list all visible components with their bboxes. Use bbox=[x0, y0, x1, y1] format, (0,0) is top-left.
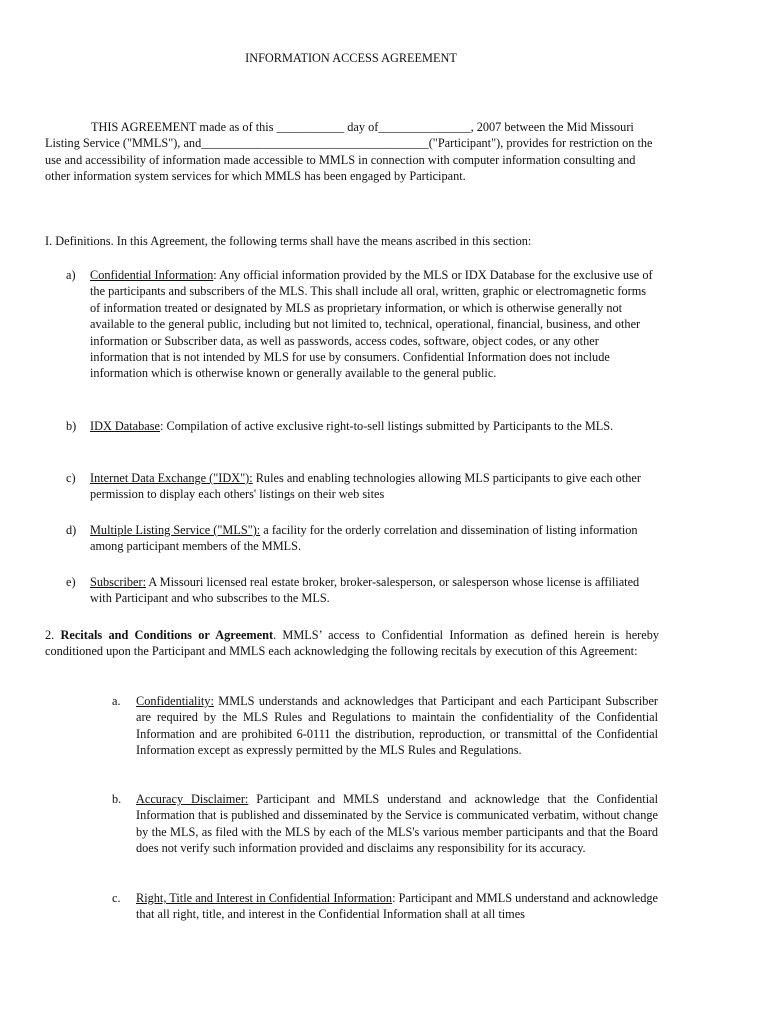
definition-term: Confidential Information bbox=[90, 268, 214, 282]
agreement-intro bbox=[45, 119, 659, 185]
definition-letter: c) bbox=[66, 471, 76, 485]
definition-letter: a) bbox=[66, 268, 76, 282]
definition-letter: b) bbox=[66, 419, 77, 433]
definition-term: Multiple Listing Service ("MLS"): bbox=[90, 523, 261, 537]
definition-text: a facility for the orderly correlation and dissemination of listing information among participant members of the MMLS. bbox=[90, 523, 638, 554]
section-2-number: 2. bbox=[45, 628, 61, 642]
recital-item bbox=[112, 693, 658, 759]
definition-text: Any official information provided by the MLS or IDX Database for the exclusive use of the participants and subscribers of the MLS. This shall include all oral, written, graphic or electromagnetic forms of information treated or designated by MLS as proprietary information, or which is otherwise generally not available to the general public, including but not limited to, technical, operational, financial, business, and other information or Subscriber data, as well as passwords, access codes, software, object codes, or any other information that is not intended by MLS for use by consumers. Confidential Information does not include information which is otherwise known or generally available to the general public. bbox=[90, 268, 653, 381]
recital-letter: a. bbox=[112, 694, 121, 708]
recital-letter: c. bbox=[112, 891, 121, 905]
recital-text: Participant and MMLS understand and acknowledge that the Confidential Information that is published and disseminated by the Service is communicated verbatim, without change by the MLS, as filed with the MLS by each of the MLS's various member participants and that the Board does not verify such information provided and disclaims any responsibility for its accuracy. bbox=[136, 792, 659, 856]
intro-text: THIS AGREEMENT made as of this ___________ day of_______________, 2007 between the Mid Missouri Listing Service ("MMLS"), and_____________________________________("Participant"), provides for restriction on the use and accessibility of information made accessible to MMLS in connection with computer information consulting and other information system services for which MMLS has been engaged by Participant. bbox=[45, 120, 653, 184]
definition-item bbox=[66, 522, 658, 555]
definition-item bbox=[66, 470, 658, 503]
section-2-text: . MMLS’ access to Confidential Information as defined herein is hereby conditioned upon the Participant and MMLS each acknowledging the following recitals by execution of this Agreement: bbox=[45, 628, 660, 659]
definition-term: IDX Database bbox=[90, 419, 160, 433]
section-2-paragraph bbox=[45, 627, 659, 660]
recital-term: Accuracy Disclaimer: bbox=[136, 792, 249, 806]
recital-term: Right, Title and Interest in Confidential Information bbox=[136, 891, 393, 905]
definition-item bbox=[66, 418, 658, 434]
document-title: INFORMATION ACCESS AGREEMENT bbox=[245, 51, 457, 65]
definition-item bbox=[66, 574, 658, 607]
recital-term: Confidentiality: bbox=[136, 694, 214, 708]
definition-text: Rules and enabling technologies allowing MLS participants to give each other permission to display each others' listings on their web sites bbox=[90, 471, 641, 502]
recital-item bbox=[112, 890, 658, 923]
definition-text: A Missouri licensed real estate broker, broker-salesperson, or salesperson whose license is affiliated with Participant and who subscribes to the MLS. bbox=[90, 575, 640, 606]
recital-item bbox=[112, 791, 658, 857]
recital-letter: b. bbox=[112, 792, 122, 806]
definition-sep: : bbox=[213, 268, 217, 282]
definition-term: Subscriber: bbox=[90, 575, 147, 589]
recital-text: : Participant and MMLS understand and acknowledge that all right, title, and interest in the Confidential Information shall at all times bbox=[136, 891, 658, 922]
definition-item bbox=[66, 267, 658, 382]
definition-letter: e) bbox=[66, 575, 76, 589]
recital-text: MMLS understands and acknowledges that Participant and each Participant Subscriber are required by the MLS Rules and Regulations to maintain the confidentiality of the Confidential Information and are prohibited 6-0111 the distribution, reproduction, or transmittal of the Confidential Information except as expressly permitted by the MLS Rules and Regulations. bbox=[136, 694, 658, 758]
definition-text: : Compilation of active exclusive right-to-sell listings submitted by Participants to the MLS. bbox=[160, 419, 614, 433]
definition-term: Internet Data Exchange ("IDX"): bbox=[90, 471, 253, 485]
definition-letter: d) bbox=[66, 523, 77, 537]
section-2-heading: Recitals and Conditions or Agreement bbox=[60, 628, 274, 642]
section-1-heading: I. Definitions. In this Agreement, the following terms shall have the means ascribed in this section: bbox=[45, 234, 532, 248]
